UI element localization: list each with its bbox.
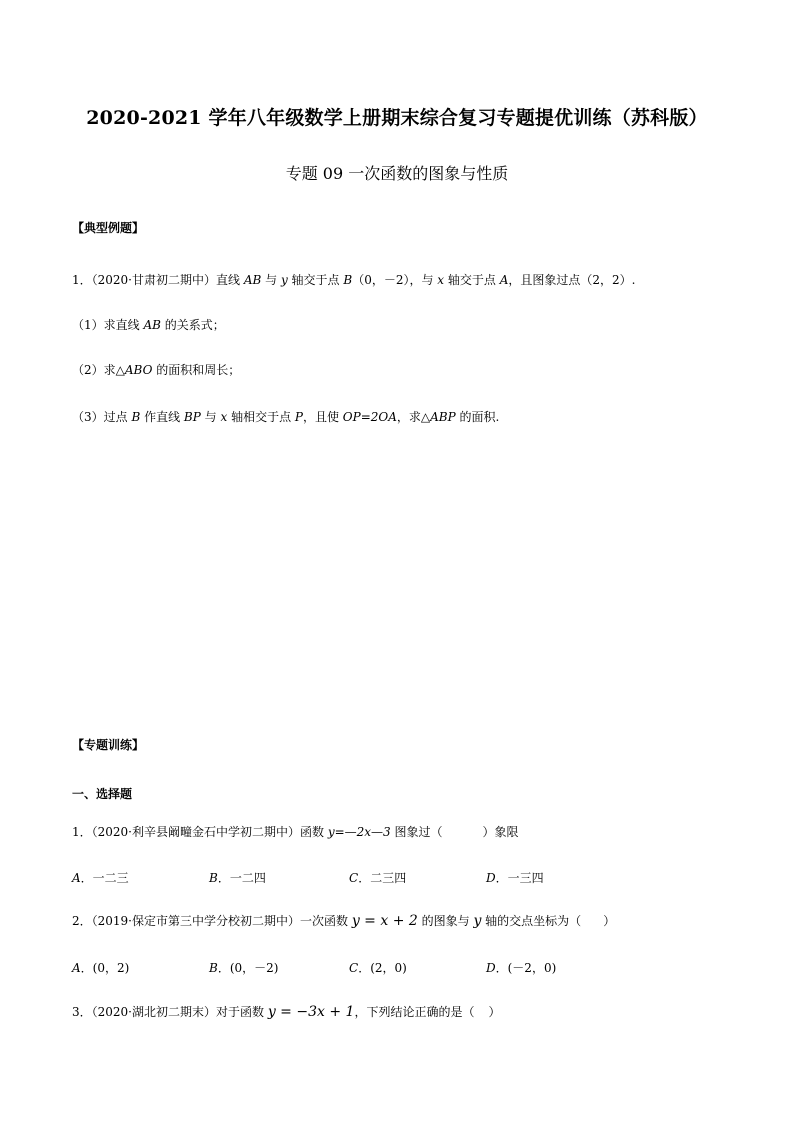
- text: ．一二四: [217, 871, 266, 885]
- text: B: [209, 871, 218, 885]
- text: ．(0，2): [80, 961, 130, 975]
- text: ）: [603, 914, 616, 928]
- text: A: [499, 273, 509, 287]
- q2-option-c: [349, 959, 407, 976]
- text: P: [294, 410, 303, 424]
- text: B: [209, 961, 218, 975]
- q1-option-d: [486, 869, 544, 886]
- document-title: 2020-2021 学年八年级数学上册期末综合复习专题提优训练（苏科版）: [86, 107, 708, 129]
- text: ，且图象过点（2，2）.: [508, 273, 636, 287]
- q1-option-b: [209, 869, 266, 886]
- text: ）象限: [482, 825, 519, 839]
- text: 的面积和周长；: [152, 363, 241, 377]
- example-section-label: 【典型例题】: [72, 221, 145, 235]
- text: y: [473, 913, 482, 929]
- text: 作直线: [140, 410, 184, 424]
- text: 轴交于点: [444, 273, 500, 287]
- text: ）: [488, 1005, 501, 1019]
- q2-option-b: [209, 959, 278, 976]
- text: ．一二三: [80, 871, 129, 885]
- text: ，求△: [396, 410, 431, 424]
- choice-section-heading: 一、选择题: [72, 787, 133, 801]
- text: 的关系式；: [160, 318, 225, 332]
- example-question-1: [72, 271, 635, 288]
- document-subtitle: 专题 09 一次函数的图象与性质: [285, 164, 509, 183]
- text: ，下列结论正确的是（: [354, 1005, 475, 1019]
- training-question-1: [72, 823, 519, 840]
- text: 3．（2020·湖北初二期末）对于函数: [72, 1005, 268, 1019]
- text: 图象过（: [390, 825, 443, 839]
- text: A: [72, 871, 81, 885]
- text: 的图象与: [417, 914, 474, 928]
- example-part-3: [72, 408, 499, 425]
- text: A: [72, 961, 81, 975]
- text: 轴相交于点: [227, 410, 295, 424]
- text: B: [131, 410, 141, 424]
- q2-option-a: [72, 959, 129, 976]
- formula: y = x + 2: [351, 913, 418, 929]
- text: B: [343, 273, 353, 287]
- text: 与: [200, 410, 221, 424]
- text: （3）过点: [72, 410, 132, 424]
- text: ，且使: [302, 410, 343, 424]
- text: 2．（2019·保定市第三中学分校初二期中）一次函数: [72, 914, 352, 928]
- text: x: [220, 410, 228, 424]
- training-question-2: [72, 912, 615, 929]
- text: y: [280, 273, 288, 287]
- text: （0，－2），与: [352, 273, 438, 287]
- text: D: [486, 961, 496, 975]
- text: y=—2x—3: [327, 825, 391, 839]
- text: C: [349, 961, 359, 975]
- text: 轴交于点: [287, 273, 344, 287]
- text: ．(0，－2): [217, 961, 279, 975]
- text: ．一三四: [495, 871, 544, 885]
- text: BP: [183, 410, 201, 424]
- text: C: [349, 871, 359, 885]
- formula: y = −3x + 1: [267, 1004, 355, 1020]
- text: ．二三四: [358, 871, 407, 885]
- training-question-3: [72, 1003, 500, 1020]
- text: OP=2OA: [342, 410, 397, 424]
- text: 的面积.: [455, 410, 500, 424]
- text: ．(2，0): [358, 961, 407, 975]
- text: x: [437, 273, 445, 287]
- text: （2）求△: [72, 363, 125, 377]
- example-part-1: [72, 316, 225, 333]
- text: 与: [261, 273, 281, 287]
- text: ABO: [124, 363, 153, 377]
- text: ABP: [430, 410, 456, 424]
- text: 1．（2020·利辛县阚疃金石中学初二期中）函数: [72, 825, 328, 839]
- q2-option-d: [486, 959, 556, 976]
- text: AB: [243, 273, 262, 287]
- text: ．(－2，0): [495, 961, 557, 975]
- text: 轴的交点坐标为（: [481, 914, 582, 928]
- q1-option-c: [349, 869, 406, 886]
- text: D: [486, 871, 496, 885]
- text: AB: [143, 318, 161, 332]
- example-part-2: [72, 361, 240, 378]
- training-section-label: 【专题训练】: [72, 738, 145, 752]
- text: （1）求直线: [72, 318, 144, 332]
- q1-option-a: [72, 869, 129, 886]
- text: 1．（2020·甘肃初二期中）直线: [72, 273, 244, 287]
